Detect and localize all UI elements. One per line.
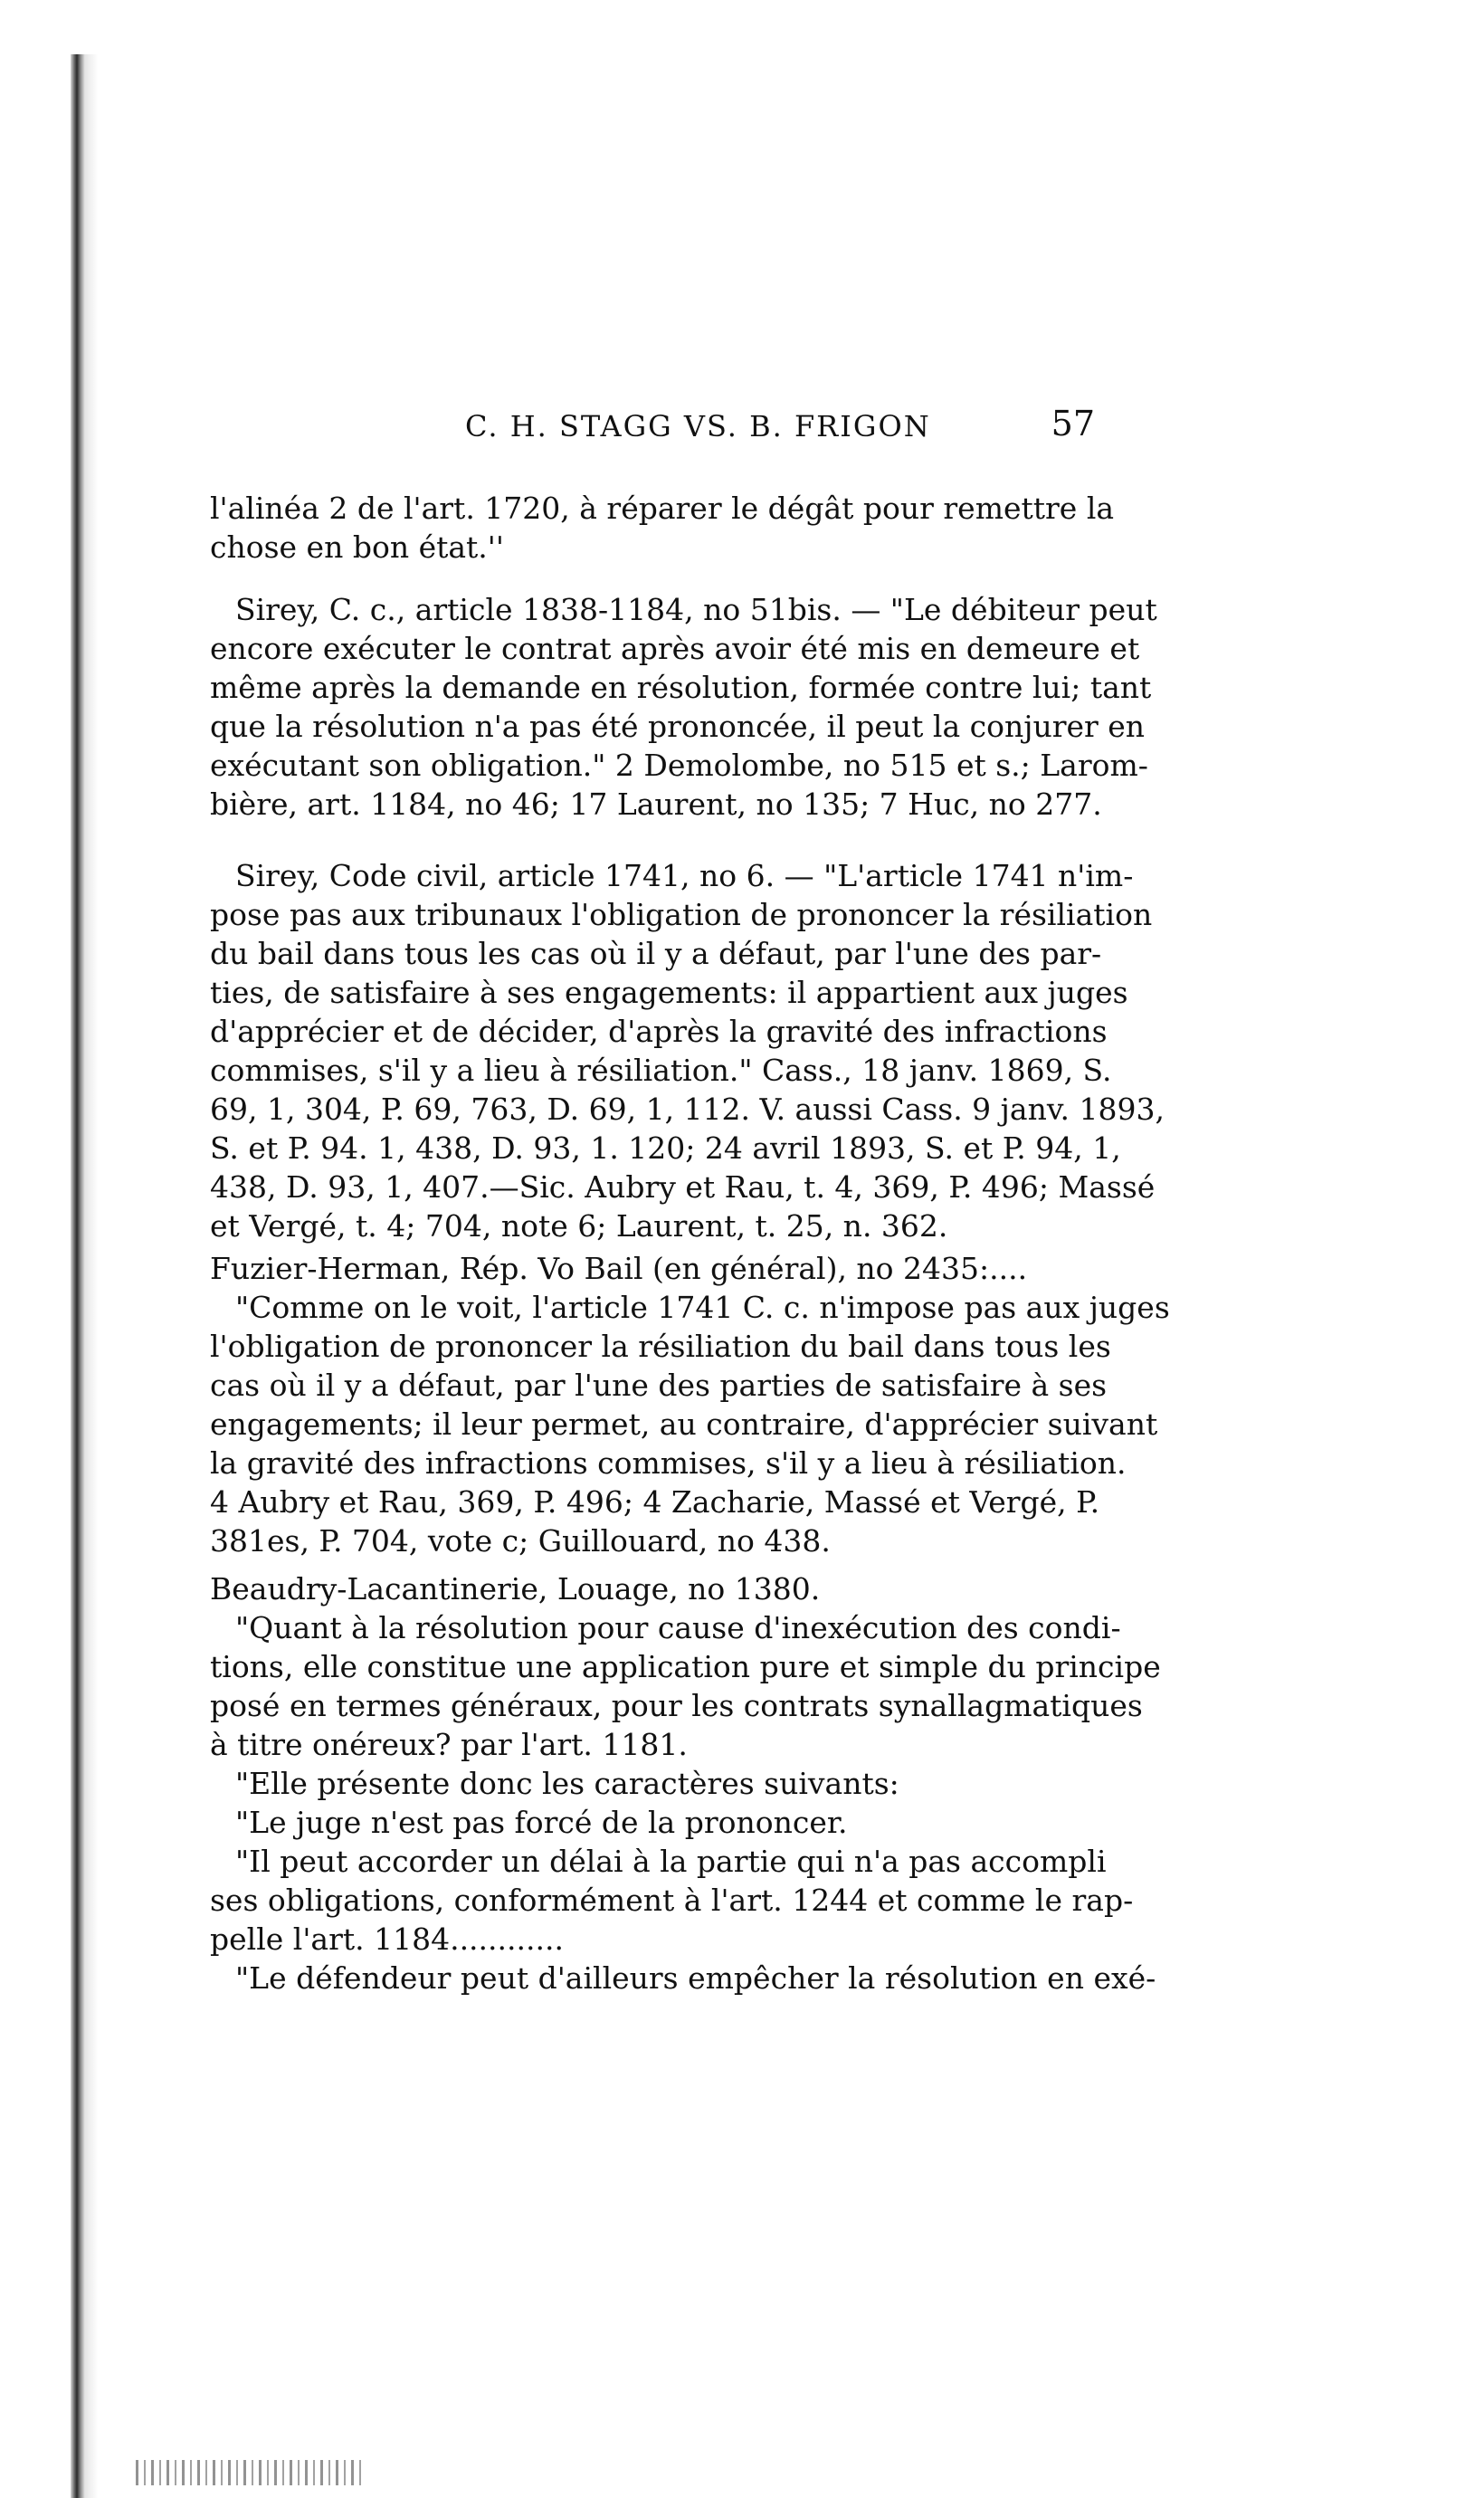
text-line: à titre onéreux? par l'art. 1181. bbox=[210, 1727, 688, 1762]
text-line: 381es, P. 704, vote c; Guillouard, no 438. bbox=[210, 1523, 831, 1559]
running-head bbox=[210, 404, 1095, 456]
text-line: même après la demande en résolution, formée contre lui; tant bbox=[210, 670, 1152, 705]
gutter-shadow bbox=[85, 54, 98, 2498]
text-line: "Il peut accorder un délai à la partie qui n'a pas accompli bbox=[235, 1844, 1107, 1879]
text-line: "Le défendeur peut d'ailleurs empêcher la résolution en exé- bbox=[235, 1960, 1156, 1996]
text-line: "Comme on le voit, l'article 1741 C. c. n'impose pas aux juges bbox=[235, 1290, 1170, 1325]
text-line: posé en termes généraux, pour les contrats synallagmatiques bbox=[210, 1688, 1143, 1723]
text-line: que la résolution n'a pas été prononcée, il peut la conjurer en bbox=[210, 709, 1146, 744]
paragraph-sirey-1741 bbox=[210, 856, 1165, 1245]
paragraph-beaudry-lacantinerie bbox=[210, 1569, 1161, 1997]
text-line: pelle l'art. 1184............ bbox=[210, 1921, 564, 1957]
text-line: pose pas aux tribunaux l'obligation de prononcer la résiliation bbox=[210, 897, 1153, 932]
text-line: l'obligation de prononcer la résiliation du bail dans tous les bbox=[210, 1329, 1111, 1364]
text-line: Sirey, Code civil, article 1741, no 6. — "L'article 1741 n'im- bbox=[235, 858, 1134, 893]
book-spine-shadow bbox=[71, 54, 85, 2498]
paragraph-fuzier-herman bbox=[210, 1249, 1170, 1560]
running-title: C. H. STAGG VS. B. FRIGON bbox=[465, 409, 931, 443]
text-line: tions, elle constitue une application pure et simple du principe bbox=[210, 1649, 1161, 1684]
text-line: bière, art. 1184, no 46; 17 Laurent, no 135; 7 Huc, no 277. bbox=[210, 787, 1102, 822]
text-line: 69, 1, 304, P. 69, 763, D. 69, 1, 112. V. aussi Cass. 9 janv. 1893, bbox=[210, 1092, 1165, 1127]
text-line: 438, D. 93, 1, 407.—Sic. Aubry et Rau, t. 4, 369, P. 496; Massé bbox=[210, 1169, 1156, 1205]
text-line: cas où il y a défaut, par l'une des parties de satisfaire à ses bbox=[210, 1368, 1108, 1403]
text-line: ses obligations, conformément à l'art. 1244 et comme le rap- bbox=[210, 1883, 1134, 1918]
paragraph-sirey-1184 bbox=[210, 590, 1157, 824]
text-line: "Quant à la résolution pour cause d'inexécution des condi- bbox=[235, 1610, 1121, 1645]
text-line: exécutant son obligation." 2 Demolombe, no 515 et s.; Larom- bbox=[210, 748, 1148, 783]
text-line: encore exécuter le contrat après avoir été mis en demeure et bbox=[210, 631, 1140, 666]
text-line: d'apprécier et de décider, d'après la gravité des infractions bbox=[210, 1014, 1108, 1049]
text-line: chose en bon état.'' bbox=[210, 529, 504, 565]
text-line: commises, s'il y a lieu à résiliation." Cass., 18 janv. 1869, S. bbox=[210, 1053, 1112, 1088]
text-line: l'alinéa 2 de l'art. 1720, à réparer le dégât pour remettre la bbox=[210, 491, 1115, 526]
text-line: "Le juge n'est pas forcé de la prononcer. bbox=[235, 1805, 848, 1840]
text-line: et Vergé, t. 4; 704, note 6; Laurent, t. 25, n. 362. bbox=[210, 1208, 948, 1244]
text-line: 4 Aubry et Rau, 369, P. 496; 4 Zacharie, Massé et Vergé, P. bbox=[210, 1484, 1100, 1520]
paragraph-alinea bbox=[210, 489, 1115, 567]
text-line: "Elle présente donc les caractères suivants: bbox=[235, 1766, 899, 1801]
text-line: Sirey, C. c., article 1838-1184, no 51bis. — "Le débiteur peut bbox=[235, 592, 1157, 627]
page-number: 57 bbox=[1051, 404, 1095, 443]
text-line: ties, de satisfaire à ses engagements: il appartient aux juges bbox=[210, 975, 1128, 1010]
text-line: Fuzier-Herman, Rép. Vo Bail (en général), no 2435:.... bbox=[210, 1251, 1028, 1286]
text-line: engagements; il leur permet, au contraire, d'apprécier suivant bbox=[210, 1406, 1158, 1442]
text-line: du bail dans tous les cas où il y a défaut, par l'une des par- bbox=[210, 936, 1102, 971]
text-line: la gravité des infractions commises, s'il y a lieu à résiliation. bbox=[210, 1445, 1127, 1481]
text-line: Beaudry-Lacantinerie, Louage, no 1380. bbox=[210, 1571, 821, 1607]
scan-smudge bbox=[136, 2460, 362, 2485]
text-line: S. et P. 94. 1, 438, D. 93, 1. 120; 24 avril 1893, S. et P. 94, 1, bbox=[210, 1130, 1121, 1166]
